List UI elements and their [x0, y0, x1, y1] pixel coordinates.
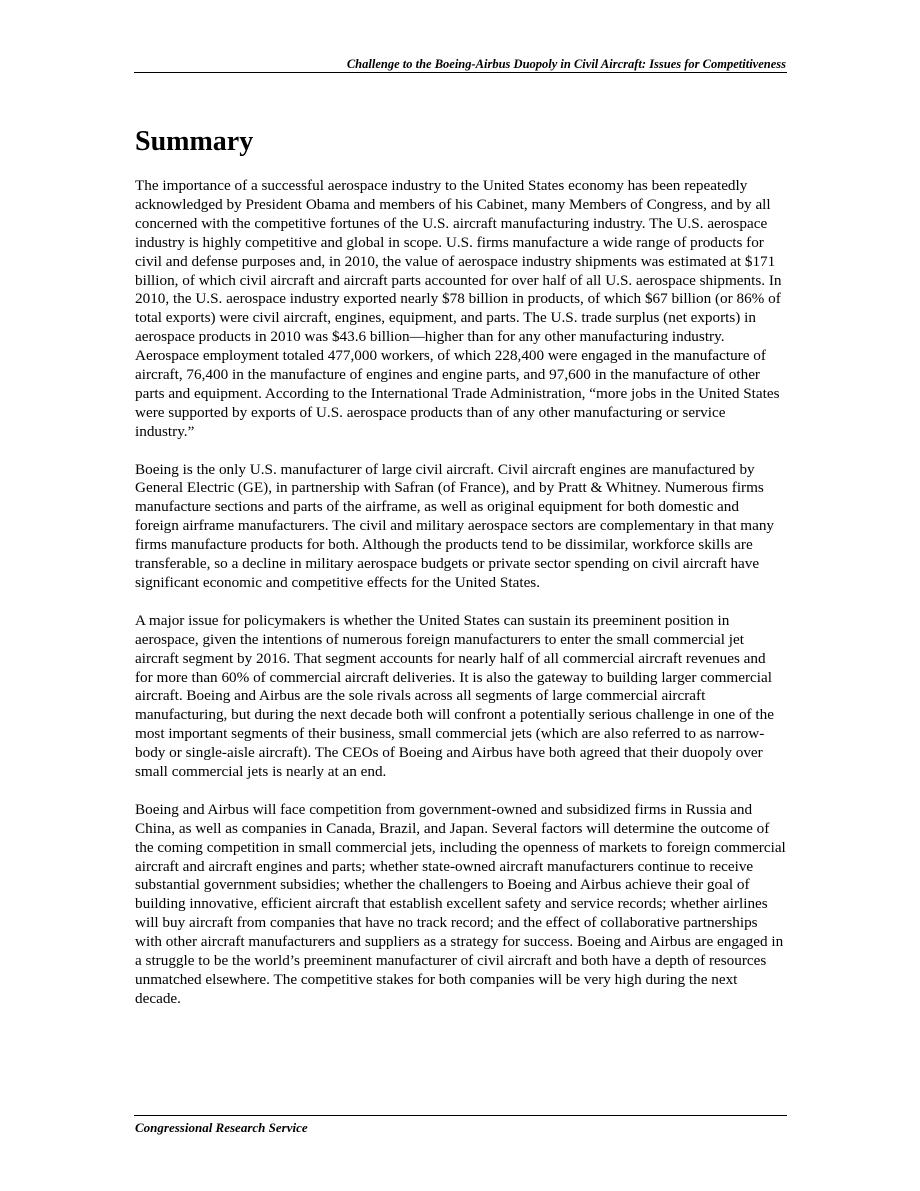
- paragraph-3: A major issue for policymakers is whether the United States can sustain its preeminent position in aerospace, given the intentions of numerous foreign manufacturers to enter the small commercial jet aircraft segment by 2016. That segment accounts for nearly half of all commercial aircraft revenues and for more than 60% of commercial aircraft deliveries. It is also the gateway to building larger commercial aircraft. Boeing and Airbus are the sole rivals across all segments of large commercial aircraft manufacturing, but during the next decade both will confront a potentially serious challenge in one of the most important segments of their business, small commercial jets (which are also referred to as narrow-body or single-aisle aircraft). The CEOs of Boeing and Airbus have both agreed that their duopoly over small commercial jets is nearly at an end.: [135, 611, 774, 781]
- header-divider: [134, 72, 787, 73]
- footer-divider: [134, 1115, 787, 1116]
- summary-body: [135, 177, 786, 1028]
- paragraph-1: The importance of a successful aerospace industry to the United States economy has been repeatedly acknowledged by President Obama and members of his Cabinet, many Members of Congress, and by all concerned with the competitive fortunes of the U.S. aircraft manufacturing industry. The U.S. aerospace industry is highly competitive and global in scope. U.S. firms manufacture a wide range of products for civil and defense purposes and, in 2010, the value of aerospace industry shipments was estimated at $171 billion, of which civil aircraft and aircraft parts accounted for over half of all U.S. aerospace shipments. In 2010, the U.S. aerospace industry exported nearly $78 billion in products, of which $67 billion (or 86% of total exports) were civil aircraft, engines, equipment, and parts. The U.S. trade surplus (net exports) in aerospace products in 2010 was $43.6 billion—higher than for any other manufacturing industry. Aerospace employment totaled 477,000 workers, of which 228,400 were engaged in the manufacture of aircraft, 76,400 in the manufacture of engines and engine parts, and 97,600 in the manufacture of other parts and equipment. According to the International Trade Administration, “more jobs in the United States were supported by exports of U.S. aerospace products than of any other manufacturing or service industry.”: [135, 177, 782, 440]
- running-footer: Congressional Research Service: [135, 1120, 308, 1135]
- running-header: Challenge to the Boeing-Airbus Duopoly in Civil Aircraft: Issues for Competitiveness: [346, 57, 786, 71]
- paragraph-4: Boeing and Airbus will face competition from government-owned and subsidized firms in Russia and China, as well as companies in Canada, Brazil, and Japan. Several factors will determine the outcome of the coming competition in small commercial jets, including the openness of markets to foreign commercial aircraft and aircraft engines and parts; whether state-owned aircraft manufacturers continue to receive substantial government subsidies; whether the challengers to Boeing and Airbus achieve their goal of building innovative, efficient aircraft that establish excellent safety and service records; whether airlines will buy aircraft from companies that have no track record; and the effect of collaborative partnerships with other aircraft manufacturers and suppliers as a strategy for success. Boeing and Airbus are engaged in a struggle to be the world’s preeminent manufacturer of civil aircraft and both have a depth of resources unmatched elsewhere. The competitive stakes for both companies will be very high during the next decade.: [135, 800, 786, 1007]
- section-title: Summary: [135, 126, 254, 157]
- paragraph-2: Boeing is the only U.S. manufacturer of large civil aircraft. Civil aircraft engines are manufactured by General Electric (GE), in partnership with Safran (of France), and by Pratt & Whitney. Numerous firms manufacture sections and parts of the airframe, as well as original equipment for both domestic and foreign airframe manufacturers. The civil and military aerospace sectors are complementary in that many firms manufacture products for both. Although the products tend to be dissimilar, workforce skills are transferable, so a decline in military aerospace budgets or private sector spending on civil aircraft have significant economic and competitive effects for the United States.: [135, 460, 775, 592]
